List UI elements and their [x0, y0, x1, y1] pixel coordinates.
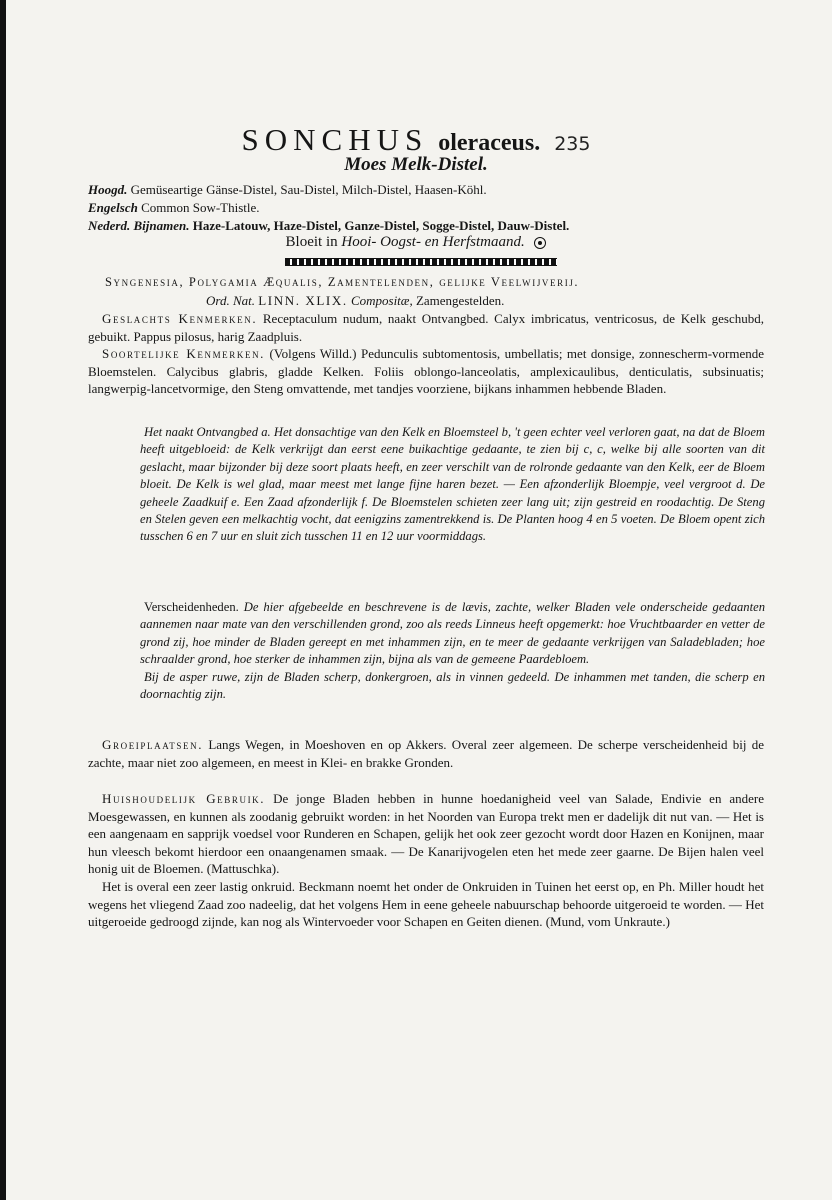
ornamental-rule	[285, 258, 557, 266]
huishoudelijk-gebruik	[88, 790, 764, 931]
varieties-label: Verscheidenheden.	[144, 600, 239, 614]
groeiplaatsen-label: Groeiplaatsen.	[102, 737, 204, 752]
ord-tail: Zamengestelden.	[415, 293, 505, 308]
page-edge-shadow	[0, 0, 6, 1200]
genus-name: SONCHUS	[241, 122, 429, 157]
huishoudelijk-text2: Het is overal een zeer lastig onkruid. Beckmann noemt het onder de Onkruiden in Tuinen het eerst op, en Ph. Miller houdt het wegens het vliegend Zaad zoo nadeelig, dat het volgens Hem in eene geheele nabuurschap behoorde uitgeroeid te worden. — Het uitgeroeide gedroogd zijnde, kan nog als Wintervoeder voor Schapen en Geiten dienen. (Mund, vom Unkraute.)	[88, 878, 764, 930]
engelsch-text: Common Sow-Thistle.	[141, 200, 260, 215]
ord-linn: LINN. XLIX.	[258, 293, 348, 308]
name-nederd	[88, 217, 569, 234]
dutch-name: Moes Melk-Distel.	[344, 154, 488, 175]
title	[0, 122, 832, 158]
groeiplaatsen-text: Langs Wegen, in Moeshoven en op Akkers. Overal zeer algemeen. De scherpe verscheidenheid bij de zachte, maar niet zoo algemeen, en meest in Klei- en brakke Gronden.	[88, 737, 764, 770]
ord-comp: Compositæ,	[350, 293, 413, 308]
ord-nat-line	[206, 292, 504, 309]
groeiplaatsen	[88, 736, 764, 771]
name-engelsch	[88, 199, 260, 216]
description-block	[140, 424, 765, 546]
varieties-block	[140, 599, 765, 703]
soortelijke-text: (Volgens Willd.) Pedunculis subtomentosis, umbellatis; met donsige, zonnescherm-vormende Bloemstelen. Calycibus glabris, gladde Kelken. Foliis oblongo-lanceolatis, amplexicaulibus, denticulatis, subsinuatis; langwerpig-lancetvormige, den Steng omvattende, met tandjes voorziene, bijkans inhammen hebbende Bladen.	[88, 346, 765, 397]
name-hoogd	[88, 181, 487, 198]
engelsch-label: Engelsch	[88, 200, 138, 215]
varieties-asper: Bij de asper ruwe, zijn de Bladen scherp, donkergroen, als in vinnen gedeeld. De inhammen met tanden, die scherp en doornachtig zijn.	[140, 669, 765, 702]
species-name: oleraceus.	[438, 130, 541, 156]
soortelijke-label: Soortelijke Kenmerken.	[102, 346, 266, 361]
huishoudelijk-label: Huishoudelijk Gebruik.	[102, 791, 266, 806]
geslachts-text: Receptaculum nudum, naakt Ontvangbed. Calyx imbricatus, ventricosus, de Kelk geschubd, gebuikt. Pappus pilosus, harig Zaadpluis.	[88, 311, 765, 344]
huishoudelijk-text: De jonge Bladen hebben in hunne hoedanigheid veel van Salade, Endivie en andere Moesgewassen, en kunnen als zoodanig gebruikt worden: in het Noorden van Europa trekt men er dadelijk dit nut van. — Het is een aangenaam en sapprijk voedsel voor Runderen en Schapen, gelijk het ook zeer gezocht wordt door Hazen en Konijnen, maar hun vleesch bekomt hierdoor een onaangenamen smaak. — De Kanarijvogelen eten het mede zeer gaarne. De Bijen halen veel honig uit de Bloemen. (Mattuschka).	[88, 791, 764, 877]
nederd-label: Nederd. Bijnamen.	[88, 218, 190, 233]
nederd-text: Haze-Latouw, Haze-Distel, Ganze-Distel, Sogge-Distel, Dauw-Distel.	[192, 218, 570, 233]
geslachts-kenmerken	[88, 310, 764, 345]
soortelijke-kenmerken	[88, 345, 764, 398]
hoogd-label: Hoogd.	[88, 182, 128, 197]
flowering-time	[0, 234, 832, 251]
bloei-months: Hooi- Oogst- en Herfstmaand.	[341, 234, 525, 250]
hoogd-text: Gemüseartige Gänse-Distel, Sau-Distel, Milch-Distel, Haasen-Köhl.	[130, 182, 487, 197]
ord-label: Ord. Nat.	[206, 293, 255, 308]
geslachts-label: Geslachts Kenmerken.	[102, 311, 258, 326]
page-number: 235	[554, 133, 591, 155]
bloei-prefix: Bloeit in	[285, 234, 338, 250]
varieties-text: De hier afgebeelde en beschrevene is de lævis, zachte, welker Bladen vele onderscheide gedaanten aannemen naar mate van den verschillenden grond, zoo als reeds Linneus heeft opgemerkt: hoe Vruchtbaarder en vetter de grond zij, hoe minder de Bladen gereept en met inhammen zijn, en te meer de gedaante verkrijgen van Saladebladen; hoe schraalder grond, hoe sterker de inhammen zijn, bijna als van de gemeene Paardebloem.	[140, 600, 765, 667]
perennial-sun-icon	[534, 237, 546, 249]
description-text: Het naakt Ontvangbed a. Het donsachtige van den Kelk en Bloemsteel b, 't geen echter veel verloren gaat, na dat de Bloem heeft uitgebloeid: de Kelk verkrijgt dan eerst eene buikachtige gedaante, te zien bij c, c, welke bij alle soorten van dit geslacht, maar bijzonder bij deze soort plaats heeft, en zeer verschilt van de rolronde gedaante van den Kelk, eer de Bloem bloeit. De Kelk is wel glad, maar meest met lange fijne haren bezet. — Een afzonderlijk Bloempje, veel vergroot d. De geheele Zaadkuif e. Een Zaad afzonderlijk f. De Bloemstelen schieten zeer lang uit; zijn gestreid en roodachtig. De Steng en Stelen geven een melkachtig vocht, dat eenigzins zamentrekkend is. De Planten hoog 4 en 5 voeten. De Bloem opent zich tusschen 6 en 7 uur en sluit zich tusschen 11 en 12 uur voormiddags.	[140, 425, 765, 544]
syngenesia-line: Syngenesia, Polygamia Æqualis, Zamentelenden, gelijke Veelwijverij.	[105, 275, 580, 289]
